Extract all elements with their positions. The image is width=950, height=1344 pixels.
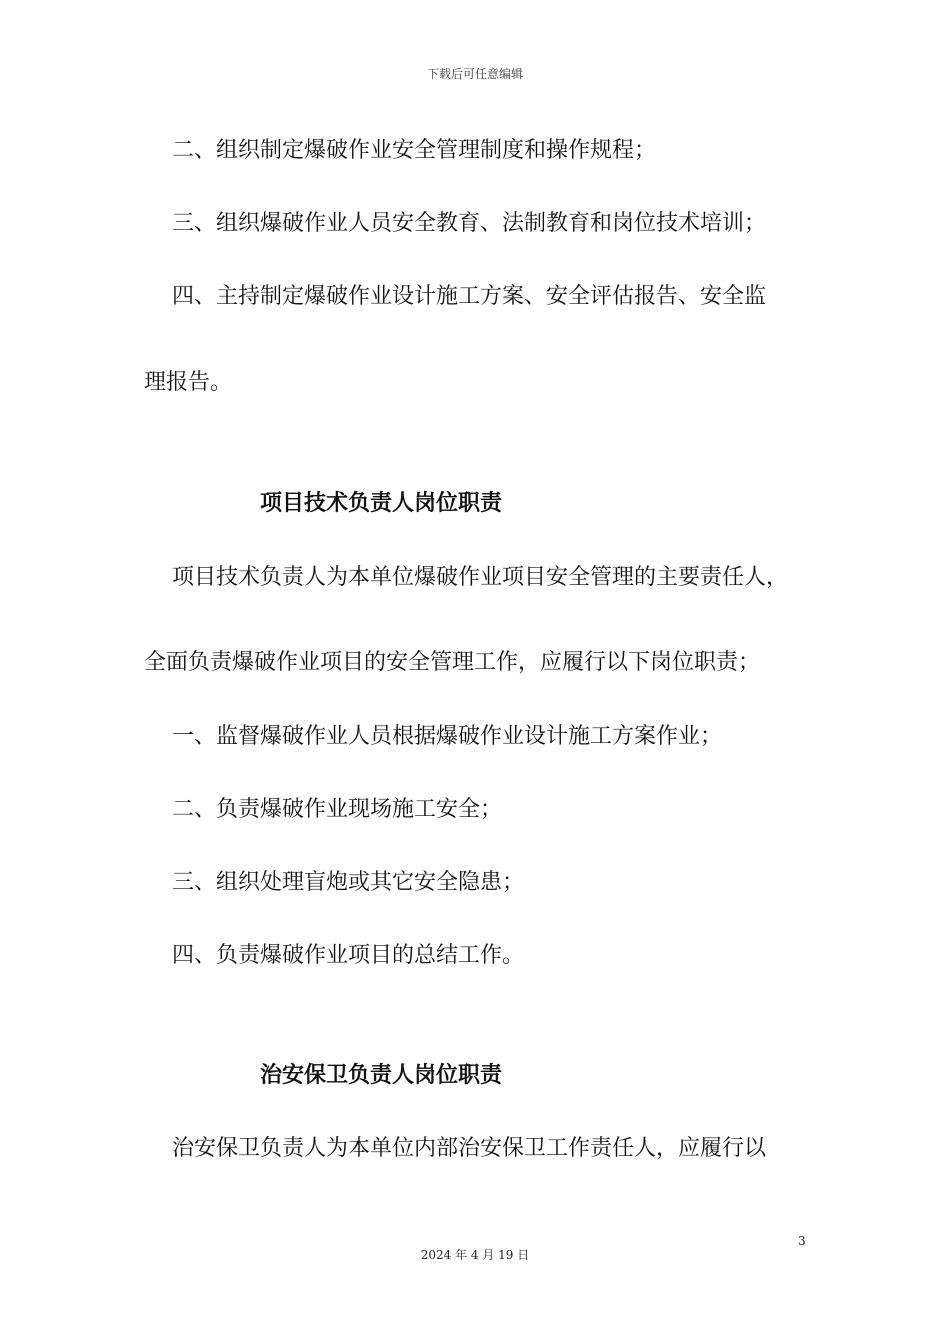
- paragraph-line: 二、组织制定爆破作业安全管理制度和操作规程；: [172, 138, 657, 163]
- paragraph-line: 治安保卫负责人为本单位内部治安保卫工作责任人，应履行以: [172, 1136, 767, 1161]
- paragraph-line: 四、负责爆破作业项目的总结工作。: [172, 943, 525, 968]
- paragraph-line: 四、主持制定爆破作业设计施工方案、安全评估报告、安全监: [172, 284, 767, 309]
- section-heading: 项目技术负责人岗位职责: [260, 491, 503, 516]
- footer-date: 2024 年 4 月 19 日: [420, 1248, 530, 1262]
- paragraph-line: 项目技术负责人为本单位爆破作业项目安全管理的主要责任人，: [172, 565, 789, 590]
- paragraph-line: 三、组织爆破作业人员安全教育、法制教育和岗位技术培训；: [172, 211, 767, 236]
- paragraph-line: 三、组织处理盲炮或其它安全隐患；: [172, 870, 525, 895]
- header-note: 下载后可任意编辑: [426, 67, 523, 81]
- paragraph-line: 一、监督爆破作业人员根据爆破作业设计施工方案作业；: [172, 724, 723, 749]
- page-number: 3: [798, 1234, 806, 1248]
- paragraph-line: 全面负责爆破作业项目的安全管理工作，应履行以下岗位职责；: [144, 650, 761, 675]
- paragraph-line: 理报告。: [144, 370, 233, 395]
- section-heading: 治安保卫负责人岗位职责: [260, 1063, 503, 1088]
- paragraph-line: 二、负责爆破作业现场施工安全；: [172, 797, 503, 822]
